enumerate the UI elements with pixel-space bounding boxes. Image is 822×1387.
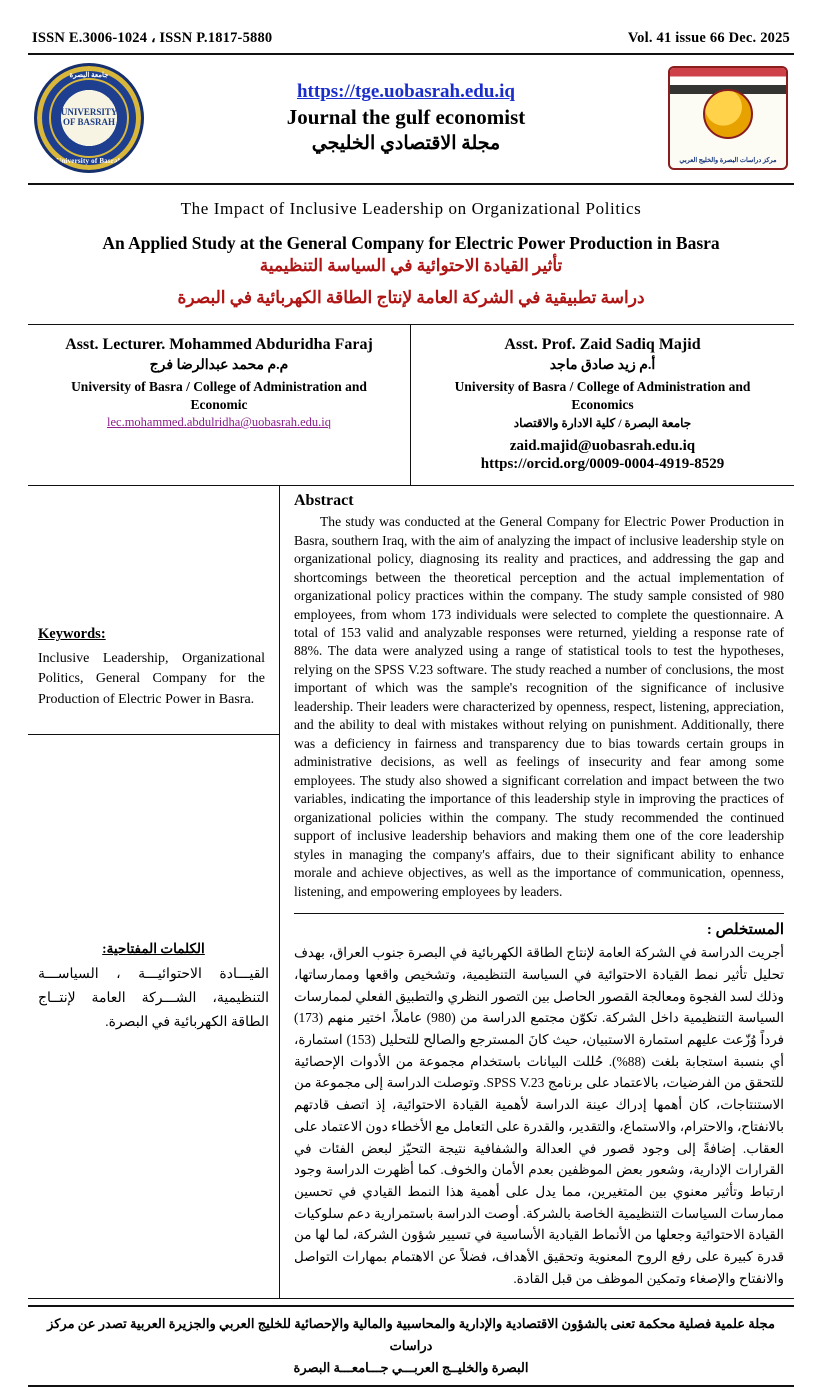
title-english-sub: An Applied Study at the General Company for Electric Power Production in Basra: [102, 233, 720, 253]
abstract-body: [28, 486, 794, 1298]
keywords-ar-title: الكلمات المفتاحية:: [102, 940, 205, 956]
author-name-ar: أ.م زيد صادق ماجد: [549, 358, 656, 373]
author-orcid-link[interactable]: https://orcid.org/0009-0004-4919-8529: [480, 456, 725, 473]
seal-core-text: UNIVERSITY OF BASRAH: [61, 90, 117, 146]
issn-label: ISSN E.3006-1024 ، ISSN P.1817-5880: [32, 30, 273, 46]
abstract-heading-en: Abstract: [294, 492, 354, 510]
footer-line-2: البصرة والخليــج العربـــي جـــامعـــة البصرة: [293, 1359, 529, 1375]
gulf-studies-center-logo: [668, 66, 788, 170]
author-affiliation-en: University of Basra / College of Administration and Economics: [454, 379, 751, 412]
keywords-ar-text: القيـــادة الاحتوائيـــة ، السياســـة التنظيمية، الشـــركة العامة لإنتــاج الطاقة الكهربائية في البصرة.: [38, 966, 269, 1030]
author-entry-2: [411, 325, 794, 485]
author-name-ar: م.م محمد عبدالرضا فرج: [149, 358, 289, 373]
keywords-ar-box: [28, 931, 279, 1044]
issn-row: [28, 30, 794, 53]
abstract-divider: [294, 913, 784, 914]
globe-icon: [703, 89, 753, 139]
author-email-link[interactable]: lec.mohammed.abdulridha@uobasrah.edu.iq: [107, 415, 331, 430]
journal-url-link[interactable]: https://tge.uobasrah.edu.iq: [296, 81, 516, 102]
title-block: [28, 185, 794, 324]
keywords-divider: [28, 734, 279, 735]
keywords-en-text: Inclusive Leadership, Organizational Politics, General Company for the Production of Electric Power in Basra.: [38, 651, 265, 707]
author-affiliation-en: University of Basra / College of Administration and Economic: [71, 379, 367, 412]
title-arabic-sub: دراسة تطبيقية في الشركة العامة لإنتاج الطاقة الكهربائية في البصرة: [177, 288, 645, 307]
author-name-en: Asst. Lecturer. Mohammed Abduridha Faraj: [65, 336, 373, 353]
keywords-en-title: Keywords:: [38, 626, 106, 643]
abstract-heading-ar: المستخلص :: [706, 922, 784, 939]
journal-title-en: Journal the gulf economist: [286, 105, 526, 129]
authors-block: [28, 324, 794, 486]
title-english-main: The Impact of Inclusive Leadership on Organizational Politics: [180, 199, 642, 218]
author-email-text[interactable]: zaid.majid@uobasrah.edu.iq: [509, 438, 696, 455]
masthead-center: [144, 81, 668, 155]
abstract-text-ar: أجريت الدراسة في الشركة العامة لإنتاج الطاقة الكهربائية في البصرة جنوب العراق، بهدف تحليل تأثير نمط القيادة الاحتوائية في السياسة التنظيمية، وتشخيص واقعها وممارساتها، وذلك لسد الفجوة ومعالجة القصور الحاصل بين التصور النظري والتطبيق الفعلي لممارسات السياسة التنظيمية داخل الشركة. تكوّن مجتمع الدراسة من (980) عاملاً، اختير منهم (173) فرداً وُزّعت عليهم استمارة الاستبيان، حيث كانَ المسترجع والصالح للتحليل (153) استمارة، أي بنسبة استجابة بلغت (88%). حُللت البيانات باستخدام مجموعة من الأدوات الإحصائية للتحقق من الفرضيات، بالاعتماد على برنامج SPSS V.23. وتوصلت الدراسة إلى مجموعة من الاستنتاجات، كان أهمها إدراك عينة الدراسة لأهمية القيادة الاحتوائية، إذ اتصف قادتهم بالانفتاح، والاحترام، والاستماع، والتقدير، والقدرة على التعامل مع الأخطاء دون الاعتماد على العقاب. إضافةً إلى وجود قصور في العدالة والشفافية نتيجة التحيّز لبعض الفئات في القرارات الإدارية، وشعور بعض الموظفين بعدم الأمان والخوف. كما أظهرت الدراسة وجود ارتباط وتأثير معنوي بين المتغيرين، مما يدل على أهمية هذا النمط القيادي في تحسين ممارسات السياسات التنظيمية الخاصة بالشركة. أوصت الدراسة باستمرارية دعم سلوكيات القيادة الاحتوائية وجعلها من الأنماط القيادية الأساسية في تسيير شؤون الشركة، لما لها من قدرة كبيرة على رفع الروح المعنوية وتحقيق الأهداف، فضلاً عن الاهتمام بمهارات التواصل والانفتاح والإصغاء وتمكين الموظف من قبل القادة.: [294, 945, 784, 1286]
seal-top-text: جامعة البصرة: [69, 71, 109, 79]
page-footer: [28, 1305, 794, 1387]
keywords-en-box: [28, 486, 279, 720]
keywords-column: [28, 486, 280, 1297]
university-seal-logo: [34, 63, 144, 173]
author-name-en: Asst. Prof. Zaid Sadiq Majid: [504, 336, 701, 353]
footer-line-1: مجلة علمية فصلية محكمة تعنى بالشؤون الاقتصادية والإدارية والمحاسبية والمالية والإحصائية للخليج العربي والجزيرة العربية تصدر عن مركز دراسات: [47, 1315, 775, 1353]
author-entry-1: [28, 325, 411, 485]
issue-label: Vol. 41 issue 66 Dec. 2025: [627, 30, 790, 46]
seal2-caption: مركز دراسات البصرة والخليج العربي: [679, 157, 777, 164]
seal-bottom-text: University of Basrah: [56, 157, 122, 165]
abstract-text-en: The study was conducted at the General Company for Electric Power Production in Basra, southern Iraq, with the aim of analyzing the impact of inclusive leadership style on organizational policy, diagnosing its reality and practices, and addressing the gap and shortcomings between the theoretical perception and the actual implementation of organizational policy practices within the company. The study sample consisted of 980 employees, from whom 173 individuals were selected to complete the questionnaire. A total of 153 valid and analyzable responses were returned, yielding a response rate of 88%. The data were analyzed using a range of statistical tools to test the hypotheses, relying on the SPSS V.23 software. The study reached a number of conclusions, the most important of which was the sample's recognition of the significance of inclusive leadership. Their leaders were characterized by openness, respect, listening, appreciation, and the ability to deal with mistakes without relying on punishment. Additionally, there was a deficiency in fairness and transparency due to bias towards certain groups in administrative decisions, as well as feelings of insecurity and fear among some employees. The study also showed a significant correlation and impact between the two variables, indicating the importance of this leadership style in improving the practices of organizational policies within the company. The study recommended the continued support of inclusive leadership behaviors and making them one of the core leadership styles in managing the company's affairs, due to their significant ability to enhance morale and achieve objectives, as well as the importance of communication, openness, listening, and empowering employees by leaders.: [294, 514, 784, 899]
abstract-column: [280, 486, 794, 1297]
journal-title-ar: مجلة الاقتصادي الخليجي: [311, 133, 501, 154]
masthead: [28, 55, 794, 183]
author-affiliation-ar: جامعة البصرة / كلية الادارة والاقتصاد: [513, 416, 692, 431]
title-arabic-main: تأثير القيادة الاحتوائية في السياسة التنظيمية: [259, 256, 563, 275]
